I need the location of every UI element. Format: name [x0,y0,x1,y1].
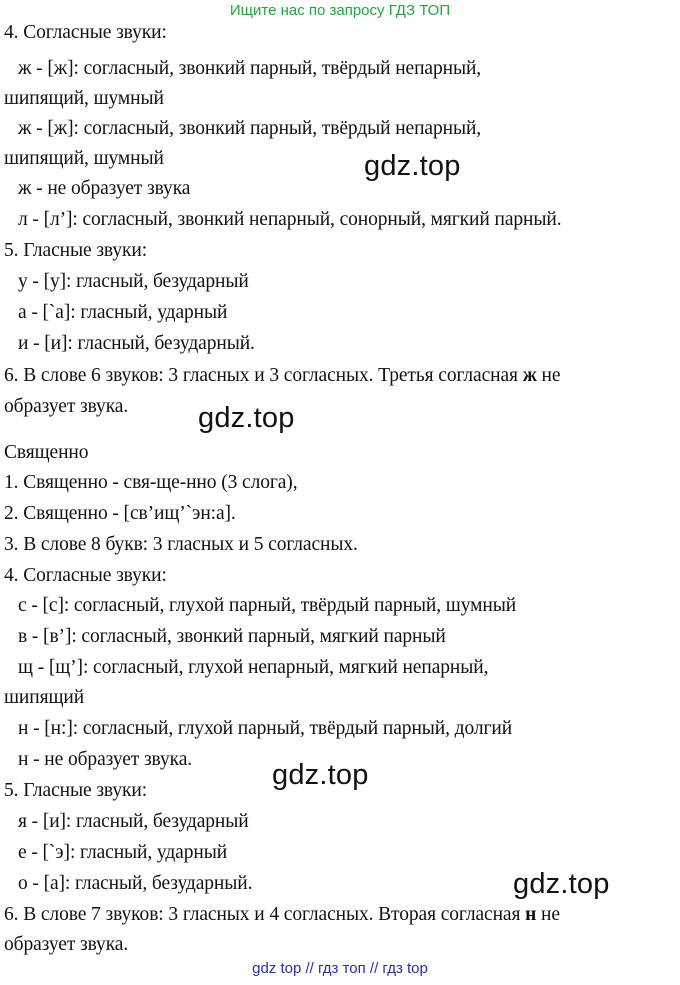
text-line: 2. Священно - [св’ищ’`эн:а]. [4,503,236,524]
text-line: 5. Гласные звуки: [4,240,148,261]
text-segment: 6. В слове 7 звуков: 3 гласных и 4 согласных. Вторая согласная [4,904,521,925]
text-segment: 6. В слове 6 звуков: 3 гласных и 3 согласных. Третья согласная [4,365,518,386]
watermark: gdz.top [513,868,610,900]
text-line: я - [и]: гласный, безударный [18,811,249,832]
text-line: образует звука. [4,934,129,955]
word-heading: Священно [4,442,89,463]
top-banner: Ищите нас по запросу ГДЗ ТОП [229,2,451,19]
text-line: 3. В слове 8 букв: 3 гласных и 5 согласных. [4,534,358,555]
text-line: шипящий, шумный [4,148,164,169]
text-line: н - не образует звука. [18,749,193,770]
text-line: с - [с]: согласный, глухой парный, твёрдый парный, шумный [18,595,517,616]
text-line: у - [у]: гласный, безударный [18,271,249,292]
text-line: ж - [ж]: согласный, звонкий парный, твёрдый непарный, [18,58,482,79]
text-line: в - [в’]: согласный, звонкий парный, мягкий парный [18,626,446,647]
watermark: gdz.top [364,150,461,182]
text-line: о - [а]: гласный, безударный. [18,873,253,894]
text-line: шипящий, шумный [4,88,164,109]
watermark: gdz.top [198,402,295,434]
text-line: е - [`э]: гласный, ударный [18,842,228,863]
text-line: шипящий [4,687,85,708]
text-line: л - [л’]: согласный, звонкий непарный, сонорный, мягкий парный. [18,209,562,230]
text-segment: не [541,365,561,386]
watermark: gdz.top [272,759,369,791]
text-line: 1. Священно - свя-ще-нно (3 слога), [4,472,298,493]
text-line: ж - не образует звука [18,178,191,199]
bold-letter: н [525,904,537,925]
text-line: и - [и]: гласный, безударный. [18,333,255,354]
footer-links: gdz top // гдз топ // гдз top [252,960,428,977]
text-line [4,904,560,926]
bold-letter: ж [522,365,537,386]
text-line: ж - [ж]: согласный, звонкий парный, твёрдый непарный, [18,118,482,139]
text-line: щ - [щ’]: согласный, глухой непарный, мягкий непарный, [18,657,489,678]
text-line [4,365,560,387]
text-line: а - [`а]: гласный, ударный [18,302,228,323]
text-line: 5. Гласные звуки: [4,780,148,801]
text-line: н - [н:]: согласный, глухой парный, твёрдый парный, долгий [18,718,513,739]
text-line: образует звука. [4,396,129,417]
text-line: 4. Согласные звуки: [4,565,167,586]
text-segment: не [541,904,560,925]
text-line: 4. Согласные звуки: [4,22,167,43]
